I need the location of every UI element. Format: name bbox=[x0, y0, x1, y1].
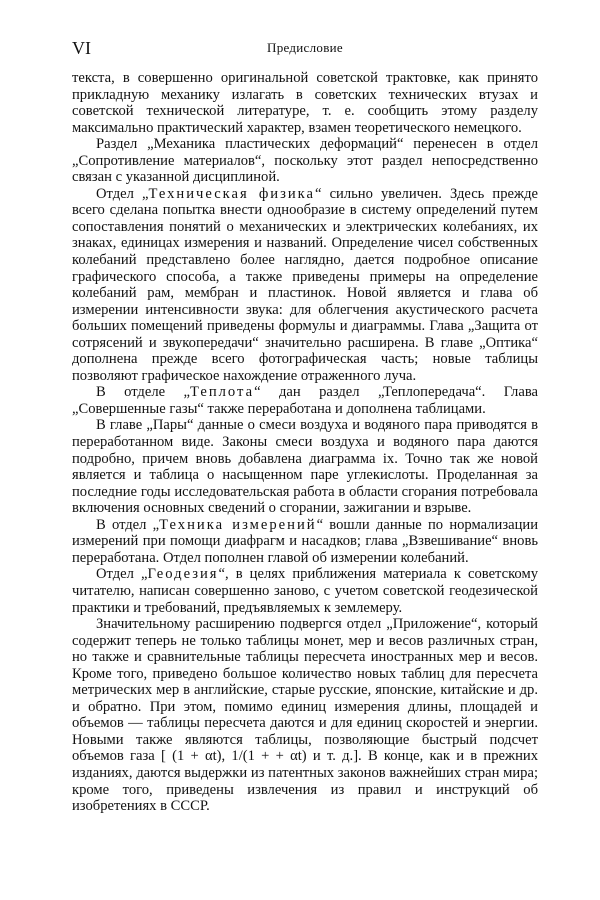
paragraph-text: Отдел „ bbox=[96, 185, 149, 202]
body-text bbox=[72, 70, 538, 815]
page-header bbox=[72, 38, 538, 60]
paragraph-text: В отделе „ bbox=[96, 384, 190, 401]
paragraph-text: “, в целях приближения материала к советскому читателю, написан совершенно заново, с учетом советской геодезической практики и требований, предъявляемых к землемеру. bbox=[72, 566, 538, 616]
paragraph-text: “ вошли данные по нормализации измерений при помощи диафрагм и насадков; глава „Взвешивание“ вновь переработана. Отдел пополнен главой об измерении колебаний. bbox=[72, 516, 539, 566]
book-page bbox=[72, 38, 538, 815]
paragraph-text: “ сильно увеличен. Здесь прежде всего сделана попытка внести однообразие в систему определений путем сопоставления понятий о механических и электрических колебаниях, их знаках, единицах измерения и названий. Определение чисел собственных колебаний представлено более наглядно, дается подробное описание графического способа, а также приведены примеры на определение колебаний рам, мембран и пластинок. Новой является и глава об измерении интенсивности звука: для облегчения акустического расчета больших помещений приведены формулы и диаграммы. Глава „Защита от сотрясений и звукопередачи“ значительно расширена. В главе „Оптика“ дополнена прежде всего фотографическая часть; новые таблицы позволяют графическое нахождение отраженного луча. bbox=[72, 185, 538, 384]
paragraph-text: Отдел „ bbox=[96, 566, 148, 583]
running-title: Предисловие bbox=[267, 40, 343, 55]
paragraph: Раздел „Механика пластических деформаций“ перенесен в отдел „Сопротивление материалов“, поскольку этот раздел непосредственно связан с указанной дисциплиной. bbox=[72, 136, 538, 186]
paragraph bbox=[72, 566, 538, 616]
page-number: VI bbox=[72, 38, 91, 58]
paragraph: Значительному расширению подвергся отдел „Приложение“, который содержит теперь не только таблицы монет, мер и весов различных стран, но также и сравнительные таблицы пересчета иностранных мер и весов. Кроме того, приведено большое количество новых таблиц для пересчета метрических мер в английские, старые русские, японские, китайские и др. и обратно. При этом, помимо единиц измерения длины, площадей и объемов — таблицы пересчета даются и для единиц скоростей и энергии. Новыми также являются таблицы, позволяющие быстрый подсчет объемов газа [ (1 + αt), 1/(1 + + αt) и т. д.]. В конце, как и в прежних изданиях, даются выдержки из патентных законов важнейших стран мира; кроме того, приведены извлечения из правил и инструкций об изобретениях в СССР. bbox=[72, 616, 538, 815]
paragraph bbox=[72, 186, 538, 385]
section-name: Теплота bbox=[189, 384, 255, 401]
paragraph: В главе „Пары“ данные о смеси воздуха и водяного пара приводятся в переработанном виде. Законы смеси воздуха и водяного пара даются подробно, причем вновь добавлена диаграмма ix. Точно так же новой является и таблица о насыщенном паре углекислоты. Проделанная за последние годы исследовательская работа в области сгорания потребовала включения основных сведений о сгорании, зажигании и взрыве. bbox=[72, 417, 538, 517]
paragraph-text: “ дан раздел „Теплопередача“. Глава „Совершенные газы“ также переработана и дополнена таблицами. bbox=[72, 384, 538, 417]
paragraph bbox=[72, 517, 538, 567]
section-name: Техника измерений bbox=[159, 516, 317, 533]
paragraph-text: В отдел „ bbox=[96, 516, 160, 533]
paragraph bbox=[72, 384, 538, 417]
section-name: Техническая физика bbox=[148, 185, 316, 202]
paragraph: текста, в совершенно оригинальной советской трактовке, как принято прикладную механику излагать в советских технических втузах и советской технической литературе, т. е. сообщить этому разделу максимально практический характер, взамен теоретического немецкого. bbox=[72, 70, 538, 136]
section-name: Геодезия bbox=[147, 566, 219, 583]
